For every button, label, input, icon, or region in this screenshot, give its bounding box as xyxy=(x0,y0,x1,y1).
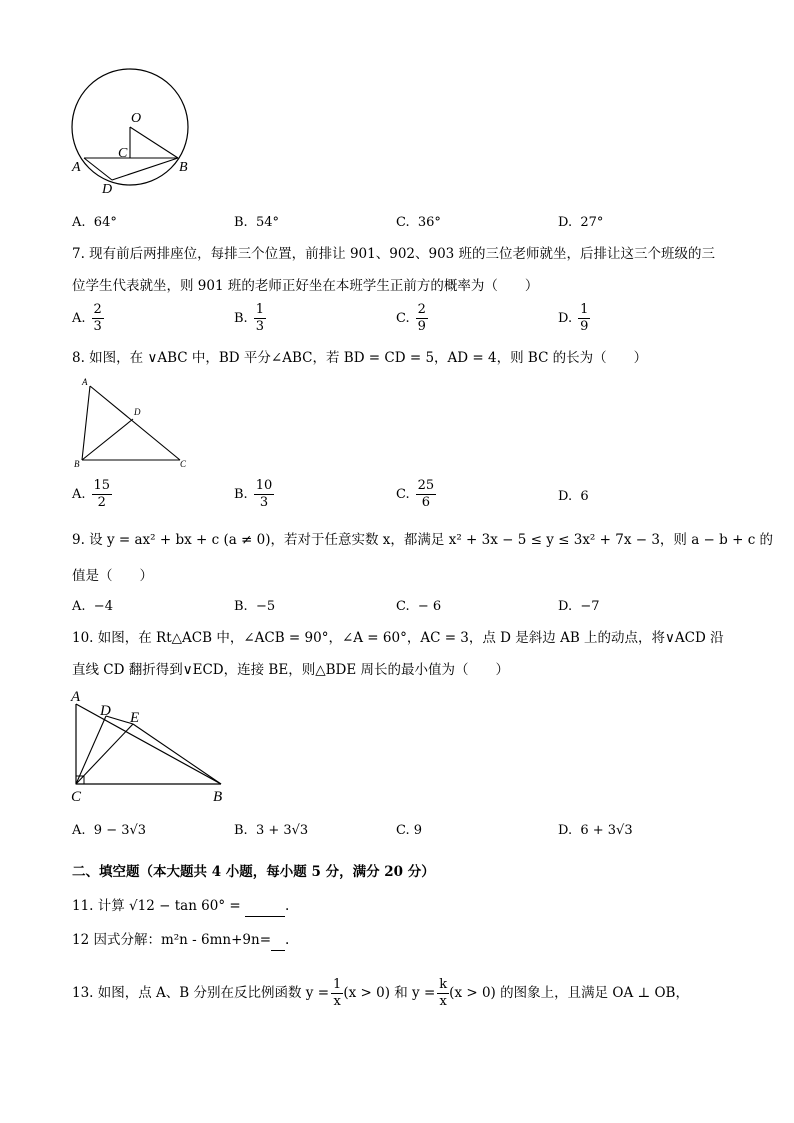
q7-text-line1: 7. 现有前后两排座位，每排三个位置，前排让 901、902、903 班的三位老师就坐，后排让这三个班级的三 xyxy=(72,246,716,262)
q8-option-a[interactable]: A. $\frac{15}{2}$ xyxy=(72,478,111,510)
q11-text: 11. 计算 √12 − tan 60° = . xyxy=(72,896,289,917)
label-o: O xyxy=(131,111,142,126)
section-heading-fill-blank: 二、填空题（本大题共 4 小题，每小题 5 分，满分 20 分） xyxy=(72,864,435,880)
label-c: C xyxy=(180,459,187,469)
q6-option-b[interactable]: B. 54° xyxy=(234,215,279,230)
q10-triangle-figure xyxy=(66,684,236,808)
q8-text: 8. 如图，在 ∨ABC 中，BD 平分∠ABC，若 BD = CD = 5，AD = 4，则 BC 的长为（ ） xyxy=(72,350,648,366)
q6-option-d[interactable]: D. 27° xyxy=(558,215,604,230)
label-d: D xyxy=(102,182,113,197)
q9-option-b[interactable]: B. −5 xyxy=(234,599,276,614)
label-a: A xyxy=(71,689,81,705)
q10-option-a[interactable]: A. 9 − 3√3 xyxy=(72,823,147,838)
label-b: B xyxy=(213,789,223,805)
q12-answer-blank[interactable] xyxy=(271,930,285,951)
q8-option-c[interactable]: C. $\frac{25}{6}$ xyxy=(396,478,435,510)
q10-text-line1: 10. 如图，在 Rt△ACB 中，∠ACB = 90°，∠A = 60°，AC = 3，点 D 是斜边 AB 上的动点，将∨ACD 沿 xyxy=(72,630,724,646)
q9-option-a[interactable]: A. −4 xyxy=(72,599,113,614)
q7-option-a[interactable]: A. $\frac{2}{3}$ xyxy=(72,302,102,334)
label-c: C xyxy=(118,146,128,161)
q8-triangle-figure xyxy=(70,374,200,472)
q7-option-d[interactable]: D. $\frac{1}{9}$ xyxy=(558,302,589,334)
q8-option-d[interactable]: D. 6 xyxy=(558,489,589,504)
q8-option-b[interactable]: B. $\frac{10}{3}$ xyxy=(234,478,273,510)
label-a: A xyxy=(82,377,88,387)
q7-option-b[interactable]: B. $\frac{1}{3}$ xyxy=(234,302,264,334)
q10-option-b[interactable]: B. 3 + 3√3 xyxy=(234,823,309,838)
q9-option-d[interactable]: D. −7 xyxy=(558,599,600,614)
label-c: C xyxy=(71,789,82,805)
q10-option-d[interactable]: D. 6 + 3√3 xyxy=(558,823,633,838)
q10-text-line2: 直线 CD 翻折得到∨ECD，连接 BE，则△BDE 周长的最小值为（ ） xyxy=(72,662,509,678)
q13-text: 13. 如图，点 A、B 分别在反比例函数 y = $\frac{1}{x}$ (x > 0) 和 y = $\frac{k}{x}$ (x > 0) 的图象上，且满足 OA ⊥ OB， xyxy=(72,977,689,1009)
q10-option-c[interactable]: C. 9 xyxy=(396,823,423,838)
q6-circle-figure xyxy=(60,62,230,202)
q12-text: 12 因式分解：m²n - 6mn+9n= . xyxy=(72,930,289,951)
q11-answer-blank[interactable] xyxy=(245,896,285,917)
label-b: B xyxy=(179,160,188,175)
q6-option-c[interactable]: C. 36° xyxy=(396,215,441,230)
label-b: B xyxy=(74,459,80,469)
label-a: A xyxy=(72,160,81,175)
label-d: D xyxy=(134,407,141,417)
q9-text-line2: 值是（ ） xyxy=(72,568,153,584)
q9-option-c[interactable]: C. − 6 xyxy=(396,599,442,614)
label-d: D xyxy=(100,703,111,719)
q9-text-line1: 9. 设 y = ax² + bx + c (a ≠ 0)，若对于任意实数 x，都满足 x² + 3x − 5 ≤ y ≤ 3x² + 7x − 3，则 a − b + c 的 xyxy=(72,532,774,548)
q6-option-a[interactable]: A. 64° xyxy=(72,215,117,230)
q7-text-line2: 位学生代表就坐，则 901 班的老师正好坐在本班学生正前方的概率为（ ） xyxy=(72,278,539,294)
q7-option-c[interactable]: C. $\frac{2}{9}$ xyxy=(396,302,426,334)
label-e: E xyxy=(130,710,140,726)
